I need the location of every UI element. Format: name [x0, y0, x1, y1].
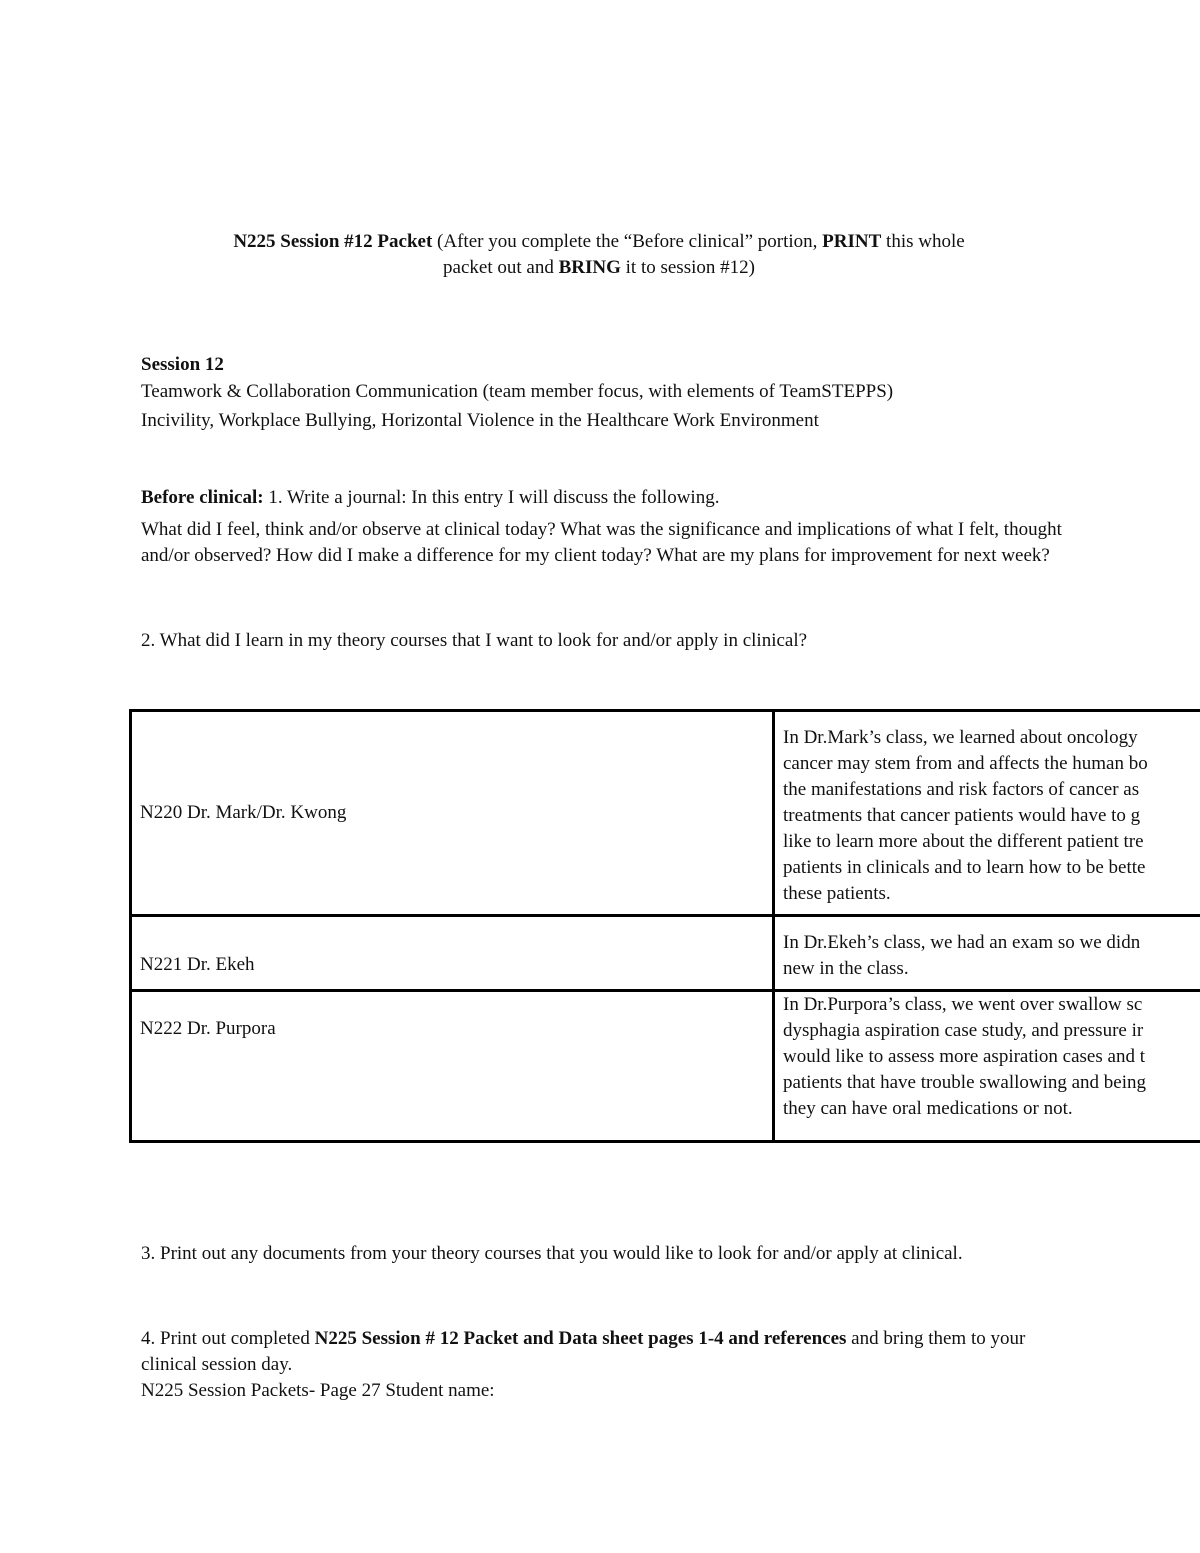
title-text-2: this whole: [881, 231, 965, 252]
journal-questions: What did I feel, think and/or observe at clinical today? What was the significance and implications of what I felt, thought and/or observed? How did I make a difference for my client today? What are my plans for improvement for next week?: [141, 519, 1062, 566]
title-line2-a: packet out and: [443, 257, 559, 278]
item4-bold: N225 Session # 12 Packet and Data sheet pages 1-4 and references: [314, 1328, 847, 1349]
packet-title: [130, 229, 1068, 281]
table-row: [131, 991, 1200, 1142]
cell-line: In Dr.Purpora’s class, we went over swallow sc: [783, 994, 1143, 1015]
cell-line: like to learn more about the different patient tre: [783, 831, 1144, 852]
learning-cell: [774, 991, 1200, 1142]
course-cell: N222 Dr. Purpora: [131, 991, 774, 1142]
cell-line: In Dr.Ekeh’s class, we had an exam so we didn: [783, 932, 1141, 953]
cell-line: patients that have trouble swallowing and being: [783, 1072, 1147, 1093]
theory-question: 2. What did I learn in my theory courses that I want to look for and/or apply in clinical?: [141, 630, 808, 651]
cell-line: the manifestations and risk factors of cancer as: [783, 779, 1140, 800]
learning-cell: [774, 916, 1200, 991]
session-topic-2: Incivility, Workplace Bullying, Horizontal Violence in the Healthcare Work Environment: [141, 410, 819, 431]
course-cell: N221 Dr. Ekeh: [131, 916, 774, 991]
title-bold: N225 Session #12 Packet: [233, 231, 433, 252]
learning-cell: [774, 711, 1200, 916]
cell-line: they can have oral medications or not.: [783, 1098, 1073, 1119]
cell-line: new in the class.: [783, 958, 909, 979]
print-documents-instruction: 3. Print out any documents from your theory courses that you would like to look for and/or apply at clinical.: [141, 1243, 963, 1264]
before-clinical-label: Before clinical:: [141, 487, 264, 508]
title-line2-b: it to session #12): [620, 257, 755, 278]
title-text-1: (After you complete the “Before clinical” portion,: [432, 231, 823, 252]
page-footer: N225 Session Packets- Page 27 Student name:: [141, 1380, 495, 1401]
journal-instruction: 1. Write a journal: In this entry I will discuss the following.: [263, 487, 720, 508]
course-cell: N220 Dr. Mark/Dr. Kwong: [131, 711, 774, 916]
cell-line: patients in clinicals and to learn how to be bette: [783, 857, 1146, 878]
print-bold: PRINT: [822, 231, 882, 252]
course-table: [129, 709, 1200, 1143]
print-packet-instruction: [141, 1326, 1071, 1378]
before-clinical-item-1: [141, 485, 719, 511]
item4-prefix: 4. Print out completed: [141, 1328, 315, 1349]
bring-bold: BRING: [558, 257, 621, 278]
session-heading: Session 12: [141, 354, 224, 375]
cell-line: these patients.: [783, 883, 891, 904]
table-row: [131, 916, 1200, 991]
table-row: [131, 711, 1200, 916]
cell-line: In Dr.Mark’s class, we learned about oncology: [783, 727, 1138, 748]
cell-line: cancer may stem from and affects the human bo: [783, 753, 1148, 774]
cell-line: would like to assess more aspiration cases and t: [783, 1046, 1145, 1067]
item4-suffix: and bring them to your clinical session day.: [141, 1328, 1026, 1375]
cell-line: dysphagia aspiration case study, and pressure ir: [783, 1020, 1144, 1041]
cell-line: treatments that cancer patients would have to g: [783, 805, 1141, 826]
session-topic-1: Teamwork & Collaboration Communication (team member focus, with elements of TeamSTEPPS): [141, 381, 894, 402]
